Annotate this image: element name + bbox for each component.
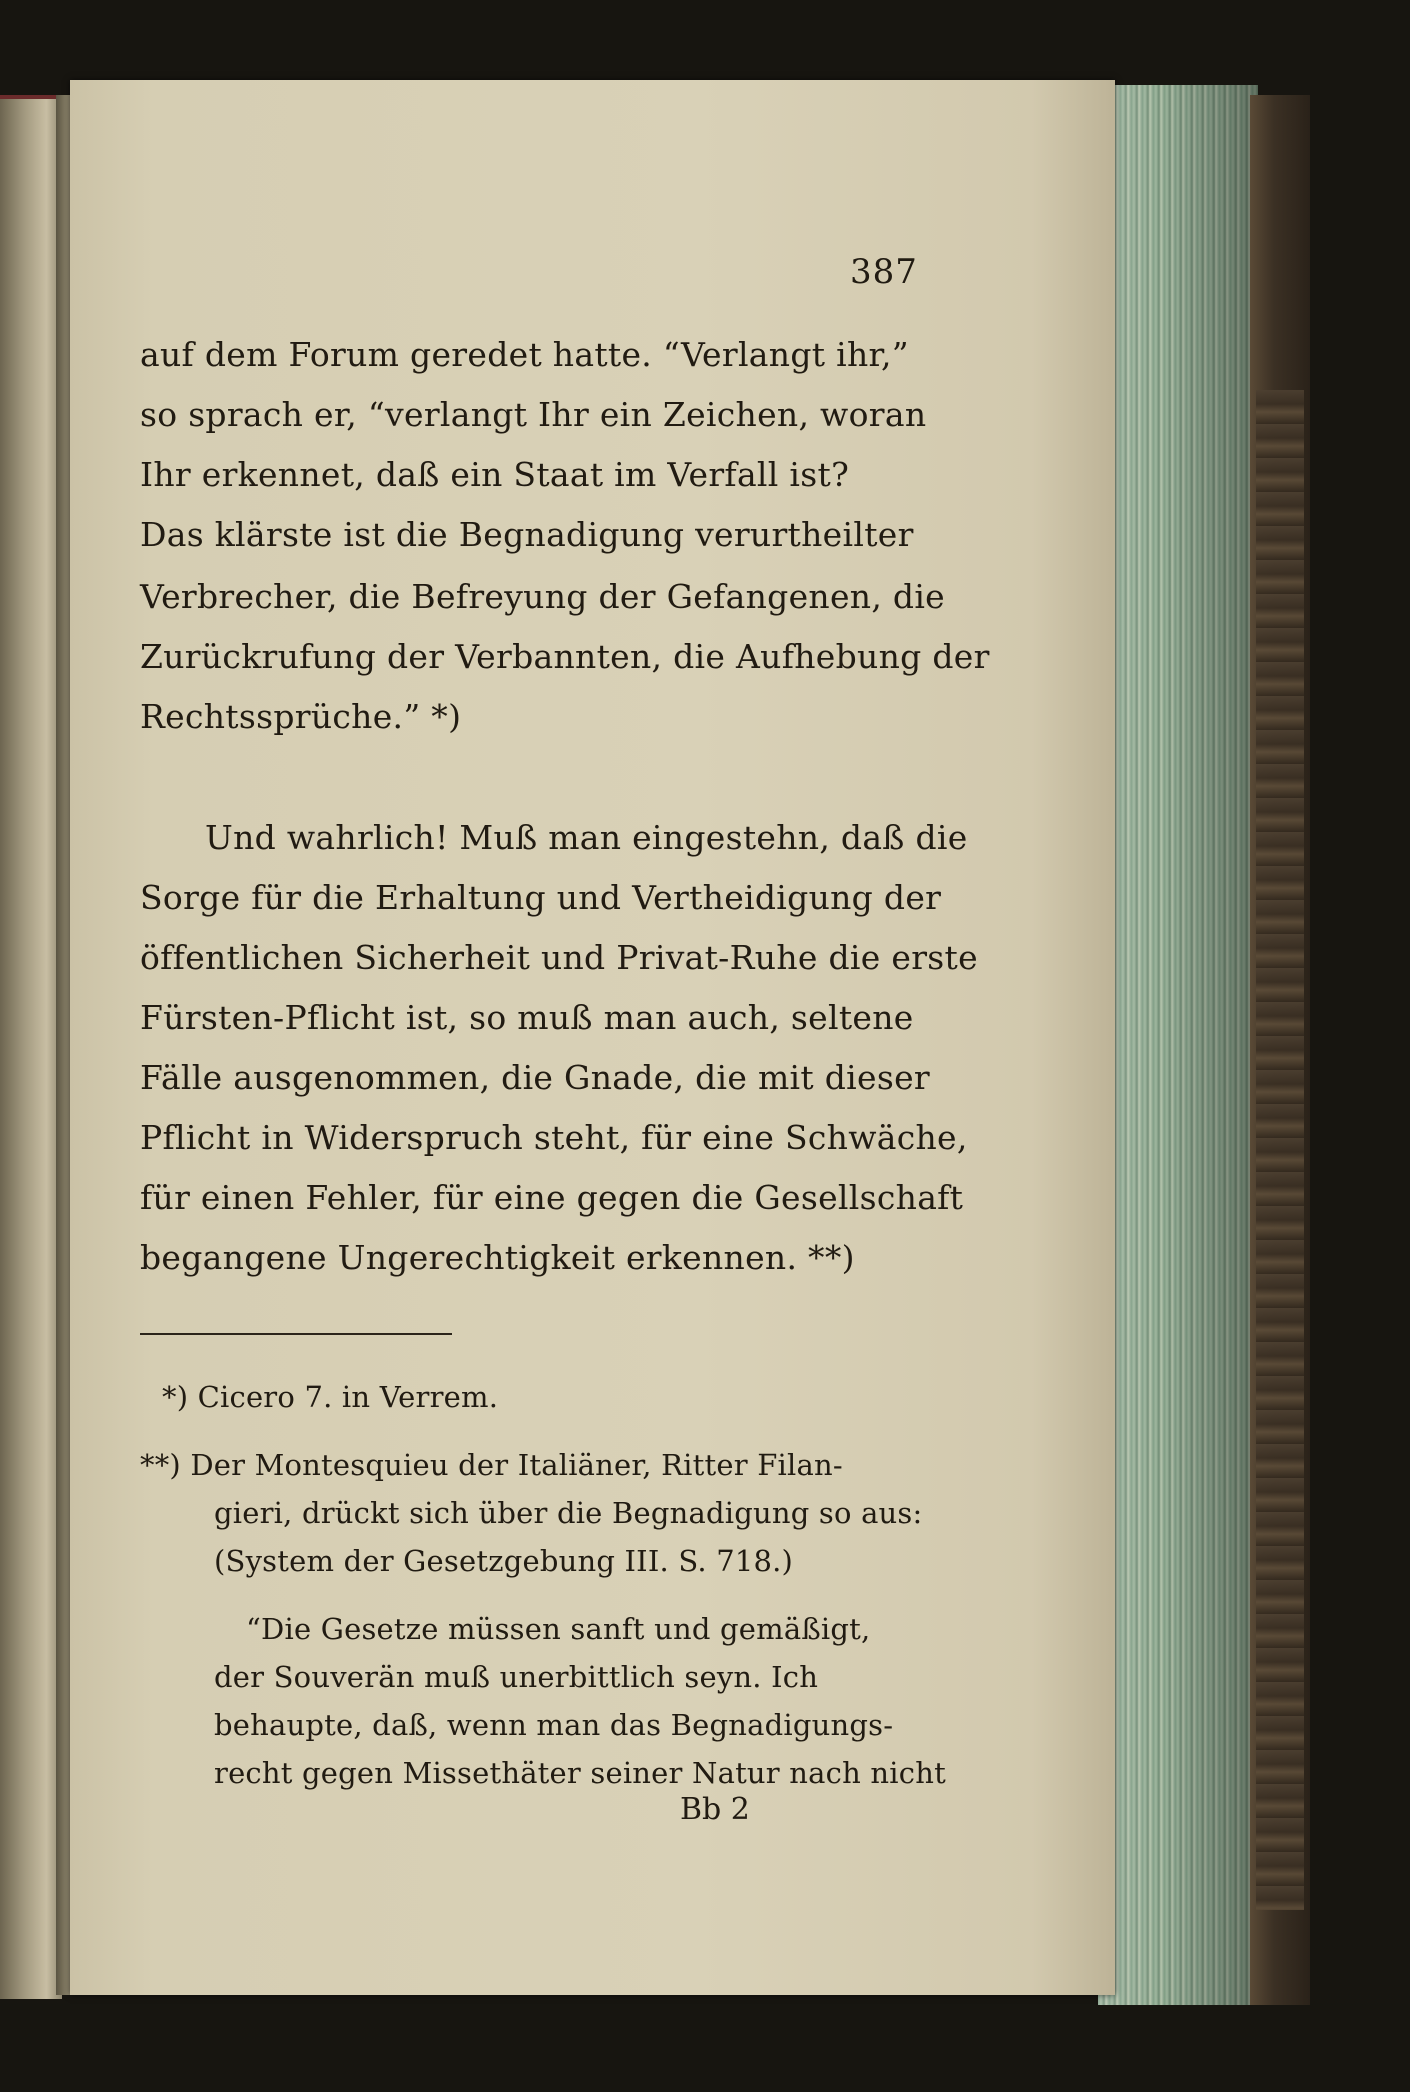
body-line: Fälle ausgenommen, die Gnade, die mit dieser	[140, 1058, 931, 1097]
footnote-line: “Die Gesetze müssen sanft und gemäßigt,	[246, 1612, 871, 1646]
body-line: auf dem Forum geredet hatte. “Verlangt ihr,”	[140, 335, 909, 374]
footnote-line: **) Der Montesquieu der Italiäner, Ritter Filan-	[140, 1448, 843, 1482]
body-line: Und wahrlich! Muß man eingestehn, daß die	[205, 818, 968, 857]
footnote-line: *) Cicero 7. in Verrem.	[162, 1380, 499, 1414]
body-line: für einen Fehler, für eine gegen die Gesellschaft	[140, 1178, 964, 1217]
page-edges-shade	[1098, 85, 1258, 2005]
body-line: Ihr erkennet, daß ein Staat im Verfall ist?	[140, 455, 850, 494]
footnote-line: gieri, drückt sich über die Begnadigung so aus:	[214, 1496, 923, 1530]
footnote-line: der Souverän muß unerbittlich seyn. Ich	[214, 1660, 819, 1694]
footnote-line: behaupte, daß, wenn man das Begnadigungs-	[214, 1708, 894, 1742]
footnote-line: (System der Gesetzgebung III. S. 718.)	[214, 1544, 794, 1578]
body-line: Verbrecher, die Befreyung der Gefangenen, die	[140, 577, 946, 616]
body-line: Sorge für die Erhaltung und Vertheidigung der	[140, 878, 942, 917]
body-line: Rechtssprüche.” *)	[140, 697, 462, 736]
signature-mark: Bb 2	[680, 1792, 750, 1827]
cover-texture	[1256, 390, 1304, 1910]
body-line: Pflicht in Widerspruch steht, für eine Schwäche,	[140, 1118, 968, 1157]
body-line: Das klärste ist die Begnadigung verurtheilter	[140, 515, 914, 554]
body-line: Zurückrufung der Verbannten, die Aufhebung der	[140, 637, 990, 676]
footnote-line: recht gegen Missethäter seiner Natur nach nicht	[214, 1756, 946, 1790]
body-line: begangene Ungerechtigkeit erkennen. **)	[140, 1238, 855, 1277]
body-line: Fürsten-Pflicht ist, so muß man auch, seltene	[140, 998, 914, 1037]
footnote-rule	[140, 1333, 452, 1335]
previous-page-edge	[0, 95, 62, 1999]
page-number: 387	[850, 252, 918, 292]
body-line: öffentlichen Sicherheit und Privat-Ruhe die erste	[140, 938, 978, 977]
body-line: so sprach er, “verlangt Ihr ein Zeichen, woran	[140, 395, 927, 434]
